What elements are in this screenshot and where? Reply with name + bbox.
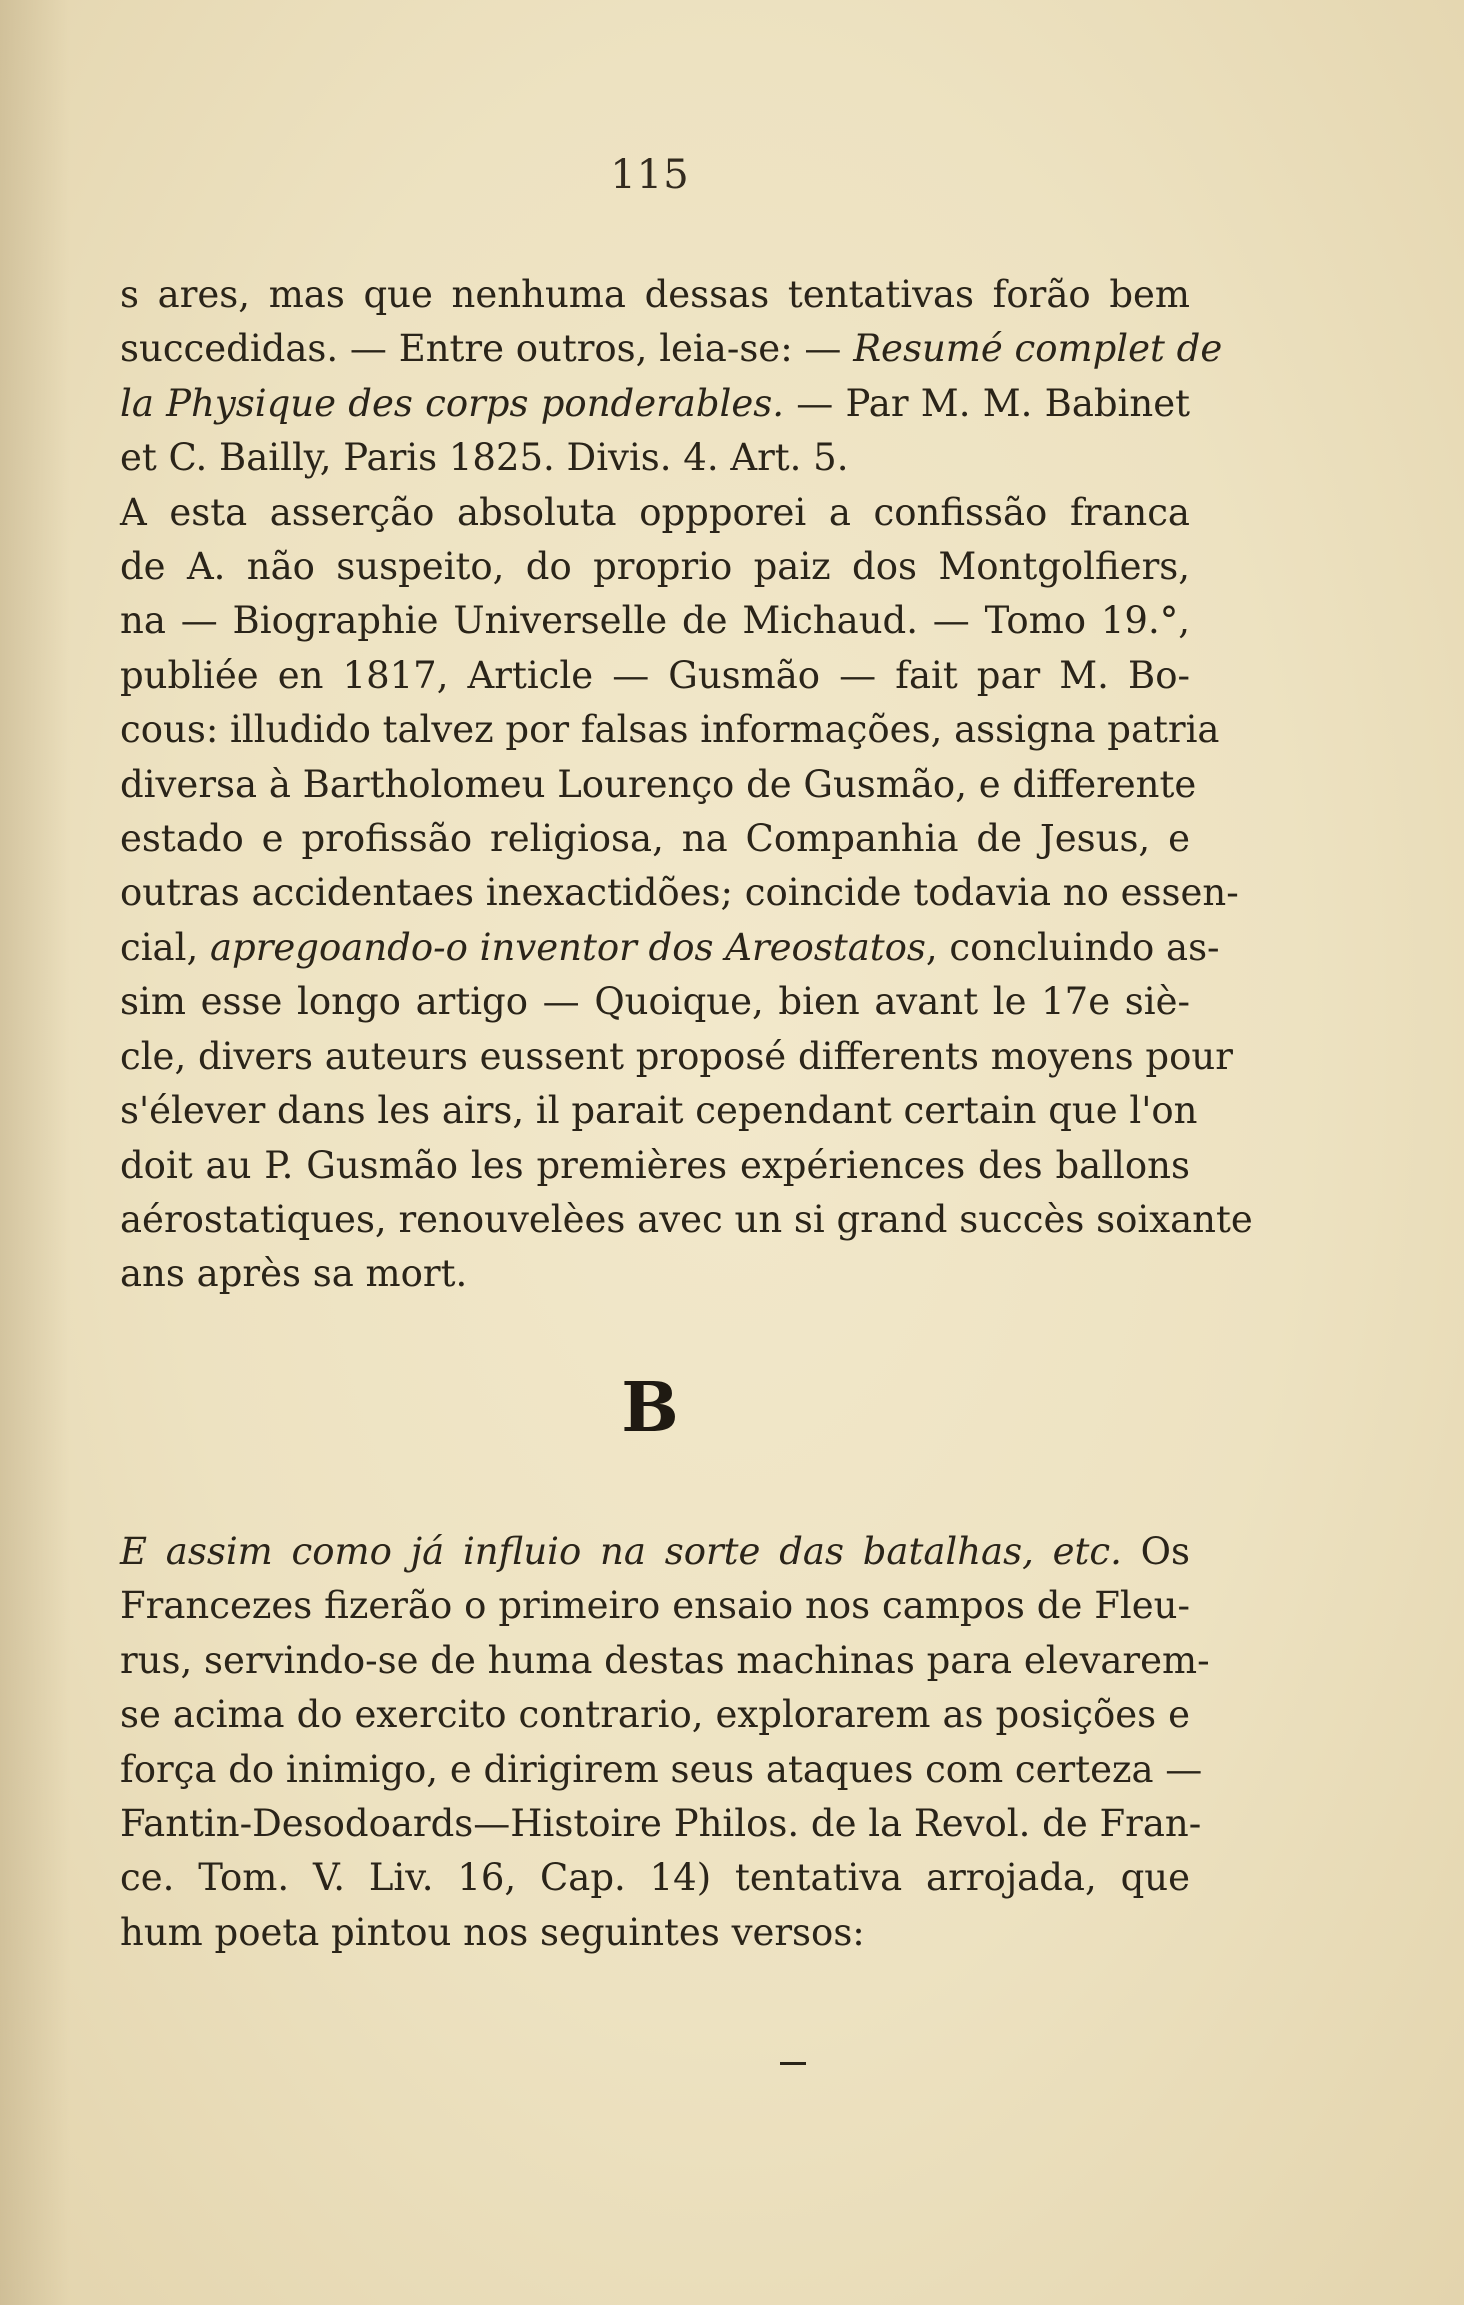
italic-title: la Physique des corps ponderables. (120, 381, 785, 425)
binding-shadow (0, 0, 70, 2305)
text-run: cial, (120, 925, 210, 969)
text-line: diversa à Bartholomeu Lourenço de Gusmão, e differente (120, 762, 1197, 806)
text-line: sim esse longo artigo — Quoique, bien avant le 17e siè- (120, 980, 1190, 1024)
paragraph-a (120, 268, 1253, 1302)
text-line: outras accidentaes inexactidões; coincide todavia no essen- (120, 871, 1239, 915)
text-line: et C. Bailly, Paris 1825. Divis. 4. Art. 5. (120, 436, 849, 480)
text-line: hum poeta pintou nos seguintes versos: (120, 1910, 865, 1954)
text-line (120, 921, 1220, 975)
text-line: publiée en 1817, Article — Gusmão — fait par M. Bo- (120, 653, 1190, 697)
text-line: aérostatiques, renouvelèes avec un si grand succès soixante (120, 1197, 1253, 1241)
text-line: força do inimigo, e dirigirem seus ataques com certeza — (120, 1747, 1203, 1791)
text-line: s ares, mas que nenhuma dessas tentativas forão bem (120, 273, 1190, 316)
text-line: ce. Tom. V. Liv. 16, Cap. 14) tentativa arrojada, que (120, 1856, 1190, 1900)
text-line: estado e profissão religiosa, na Companhia de Jesus, e (120, 817, 1190, 861)
page-number: 115 (610, 152, 690, 198)
text-line: cle, divers auteurs eussent proposé differents moyens pour (120, 1034, 1233, 1078)
text-line: Fantin-Desodoards—Histoire Philos. de la Revol. de Fran- (120, 1802, 1202, 1846)
text-run: — Par M. M. Babinet (784, 381, 1190, 425)
text-line: cous: illudido talvez por falsas informações, assigna patria (120, 708, 1220, 752)
text-run: succedidas. — Entre outros, leia-se: — (120, 327, 854, 371)
footer-rule (780, 2062, 806, 2065)
text-line (120, 377, 1190, 431)
text-line: rus, servindo-se de huma destas machinas para elevarem- (120, 1638, 1210, 1682)
text-line: Francezes fizerão o primeiro ensaio nos campos de Fleu- (120, 1584, 1190, 1628)
text-line (120, 1525, 1190, 1579)
section-heading: B (621, 1368, 679, 1448)
text-line: ans après sa mort. (120, 1252, 468, 1296)
text-line: se acima do exercito contrario, explorarem as posições e (120, 1693, 1190, 1737)
italic-title: Resumé complet de (853, 327, 1223, 371)
italic-quote: E assim como já influio na sorte das batalhas, etc. (120, 1530, 1122, 1573)
text-line: de A. não suspeito, do proprio paiz dos Montgolfiers, (120, 545, 1190, 589)
italic-phrase: apregoando-o inventor dos Areostatos (209, 925, 926, 969)
text-line: s'élever dans les airs, il parait cependant certain que l'on (120, 1089, 1198, 1133)
text-line: na — Biographie Universelle de Michaud. — Tomo 19.°, (120, 599, 1190, 643)
text-line (120, 322, 1223, 376)
text-run: Os (1121, 1530, 1190, 1573)
paragraph-b (120, 1525, 1210, 1960)
text-line: doit au P. Gusmão les premières expériences des ballons (120, 1143, 1190, 1187)
text-line: A esta asserção absoluta oppporei a confissão franca (120, 490, 1190, 534)
text-run: , concluindo as- (925, 925, 1220, 969)
